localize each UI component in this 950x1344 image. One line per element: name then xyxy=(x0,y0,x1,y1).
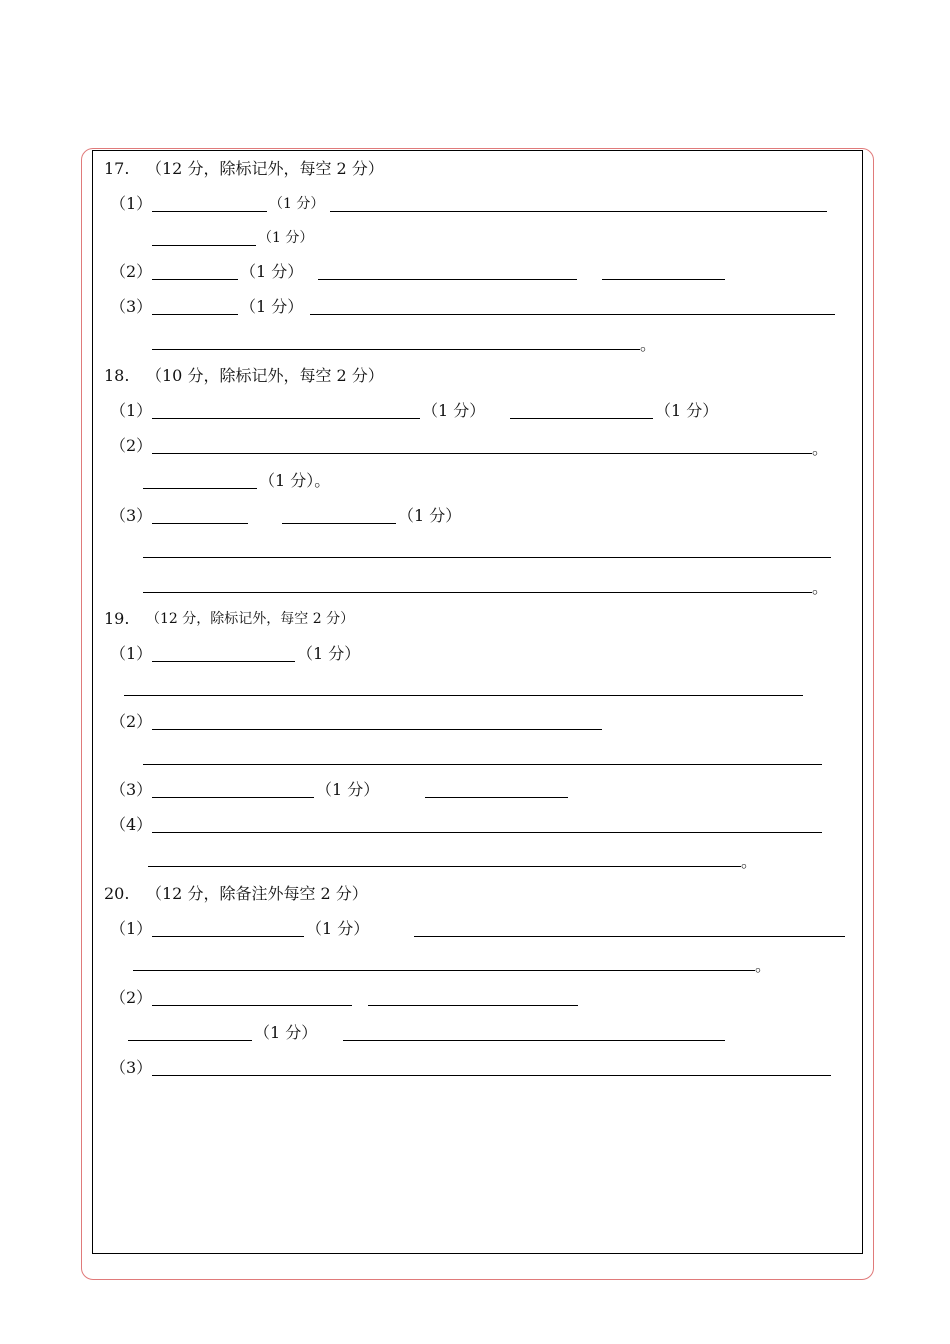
q20-p2-blank-3[interactable] xyxy=(128,1040,252,1041)
q17-p1-blank-3[interactable] xyxy=(152,245,256,246)
q17-p3-period: 。 xyxy=(640,335,657,354)
q17-p2-blank-2[interactable] xyxy=(318,279,577,280)
q18-part3-label: （3） xyxy=(110,506,153,525)
q19-p3-points: （1 分） xyxy=(316,780,380,799)
q18-p1-blank-2[interactable] xyxy=(510,418,653,419)
q17-p3-points: （1 分） xyxy=(240,297,304,316)
q18-p2-blank-1[interactable] xyxy=(152,453,812,454)
q20-p2-blank-1[interactable] xyxy=(152,1005,352,1006)
q19-p2-blank-2[interactable] xyxy=(143,764,822,765)
q18-p2-period: 。 xyxy=(812,439,829,458)
q20-p1-blank-2[interactable] xyxy=(414,936,845,937)
q20-p1-period: 。 xyxy=(755,956,772,975)
q20-p2-blank-4[interactable] xyxy=(343,1040,725,1041)
q20-part3-label: （3） xyxy=(110,1058,153,1077)
q18-p2-points: （1 分）。 xyxy=(259,471,331,490)
q18-p3-blank-2[interactable] xyxy=(282,523,396,524)
q19-part2-label: （2） xyxy=(110,712,153,731)
q20-part1-label: （1） xyxy=(110,919,153,938)
q20-p2-points: （1 分） xyxy=(254,1023,318,1042)
q19-p1-blank-2[interactable] xyxy=(124,695,803,696)
q19-part1-label: （1） xyxy=(110,644,153,663)
q20-note: （12 分，除备注外每空 2 分） xyxy=(146,884,368,903)
q20-p1-blank-1[interactable] xyxy=(152,936,304,937)
q18-part1-label: （1） xyxy=(110,401,153,420)
q17-p2-blank-3[interactable] xyxy=(602,279,725,280)
q18-p3-points: （1 分） xyxy=(398,506,462,525)
q17-part2-label: （2） xyxy=(110,262,153,281)
q20-p1-blank-3[interactable] xyxy=(133,970,755,971)
q19-p4-period: 。 xyxy=(741,852,758,871)
q18-p3-blank-4[interactable] xyxy=(143,592,812,593)
q19-p4-blank-2[interactable] xyxy=(148,866,741,867)
q17-note: （12 分，除标记外，每空 2 分） xyxy=(146,159,384,178)
q18-p2-blank-2[interactable] xyxy=(143,488,257,489)
q17-part3-label: （3） xyxy=(110,297,153,316)
q18-note: （10 分，除标记外，每空 2 分） xyxy=(146,366,384,385)
q20-p2-blank-2[interactable] xyxy=(368,1005,578,1006)
q19-number: 19. xyxy=(104,609,130,628)
q18-p3-blank-1[interactable] xyxy=(152,523,248,524)
q19-note: （12 分，除标记外，每空 2 分） xyxy=(146,611,355,627)
q19-p4-blank-1[interactable] xyxy=(152,832,822,833)
q19-p2-blank-1[interactable] xyxy=(152,729,602,730)
q17-p1-blank-2[interactable] xyxy=(330,211,827,212)
q19-part4-label: （4） xyxy=(110,815,153,834)
q17-part1-label: （1） xyxy=(110,194,153,213)
q17-number: 17. xyxy=(104,159,130,178)
q17-p2-blank-1[interactable] xyxy=(152,279,238,280)
q17-p2-points: （1 分） xyxy=(240,262,304,281)
q18-p1-blank-1[interactable] xyxy=(152,418,420,419)
q18-p3-period: 。 xyxy=(812,578,829,597)
q18-p1-points-a: （1 分） xyxy=(422,401,486,420)
q17-p1-points-a: （1 分） xyxy=(269,196,325,212)
q20-number: 20. xyxy=(104,884,130,903)
q18-p3-blank-3[interactable] xyxy=(143,557,831,558)
q20-p1-points: （1 分） xyxy=(306,919,370,938)
q17-p3-blank-2[interactable] xyxy=(310,314,835,315)
q18-number: 18. xyxy=(104,366,130,385)
q19-p1-points: （1 分） xyxy=(297,644,361,663)
q20-p3-blank-1[interactable] xyxy=(152,1075,831,1076)
q18-p1-points-b: （1 分） xyxy=(655,401,719,420)
q17-p1-points-b: （1 分） xyxy=(258,230,314,246)
q18-part2-label: （2） xyxy=(110,436,153,455)
q19-p3-blank-1[interactable] xyxy=(152,797,314,798)
q19-p3-blank-2[interactable] xyxy=(425,797,568,798)
q17-p3-blank-1[interactable] xyxy=(152,314,238,315)
q20-part2-label: （2） xyxy=(110,988,153,1007)
q17-p3-blank-3[interactable] xyxy=(152,349,640,350)
q19-p1-blank-1[interactable] xyxy=(152,661,295,662)
q19-part3-label: （3） xyxy=(110,780,153,799)
q17-p1-blank-1[interactable] xyxy=(152,211,267,212)
answer-box xyxy=(92,150,863,1254)
